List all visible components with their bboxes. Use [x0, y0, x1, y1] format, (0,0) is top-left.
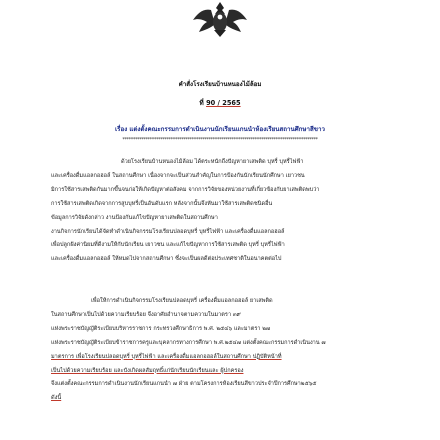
subject-text: แต่งตั้งคณะกรรมการดำเนินงานนักเรียนแกนนำห้องเรียนสถานศึกษาสีขาว	[129, 126, 325, 133]
paragraph-line: การใช้สารเสพติดเกิดจากการสูบบุหรี่เป็นอันดับแรก หลังจากนั้นจึงหันมาใช้สารเสพติดชนิดอื่น	[51, 200, 273, 207]
paragraph-1	[51, 156, 396, 267]
paragraph-line: งานกิจการนักเรียนได้จัดทำดำเนินกิจกรรมโรงเรียนปลอดบุหรี่ บุหรี่ไฟฟ้า และเครื่องดื่มแอลกอฮอล์	[51, 228, 285, 235]
paragraph-line: และเครื่องดื่มแอลกอฮอล์ ให้หมดไปจากสถานศึกษา ซึ่งจะเป็นผลดีต่อประเทศชาติในอนาคตต่อไป	[51, 256, 282, 263]
paragraph-line: ในสถานศึกษาเป็นไปด้วยความเรียบร้อย จึงอาศัยอำนาจตามความในมาตรา ๓๙	[51, 311, 241, 318]
paragraph-line: เป็นไปด้วยความเรียบร้อย และบังเกิดผลสัมฤทธิ์แก่นักเรียนนักเรียนและ ผู้ปกครอง	[51, 367, 244, 374]
order-number-line	[0, 97, 440, 108]
order-number: 90 / 2565	[206, 99, 241, 107]
paragraph-line: จึงแต่งตั้งคณะกรรมการดำเนินงานนักเรียนแกนนำ ๗ ฝ่าย ตามโครงการห้องเรียนสีขาวประจำปีการศึกษา๒๕๖๕	[51, 381, 317, 388]
paragraph-line: มิการใช้สารเสพติดกันมากขึ้นจนก่อให้เกิดปัญหาต่อสังคม จากการวิจัยของหน่วยงานที่เกี่ยวข้องกับยาเสพติดพบว่า	[51, 186, 320, 193]
paragraph-line: เพื่อปลูกฝังค่านิยมที่ดีงามให้กับนักเรียน เยาวชน และแก้ไขปัญหาการใช้สารเสพติด บุหรี่ บุหรี่ไฟฟ้า	[51, 242, 285, 249]
paragraph-line: แห่งพระราชบัญญัติระเบียบข้าราชการครูและบุคลากรทางการศึกษา พ.ศ.๒๕๔๗ แต่งตั้งคณะกรรมการดำเนินงาน ๗	[51, 339, 326, 346]
order-prefix: ที่	[199, 99, 204, 107]
paragraph-line: มาตรการ เพื่อโรงเรียนปลอดบุหรี่ บุหรี่ไฟฟ้า และเครื่องดื่มแอลกอฮอล์ในสถานศึกษา ปฏิบัติหน้าที่	[51, 353, 282, 360]
subject-line	[0, 124, 440, 134]
paragraph-line: ด้วยโรงเรียนบ้านหนองไม้ล้อม ได้ตระหนักถึงปัญหายาเสพติด บุหรี่ บุหรี่ไฟฟ้า	[121, 159, 304, 165]
document-title: คำสั่งโรงเรียนบ้านหนองไม้ล้อม	[178, 81, 262, 88]
divider-rule: *********************************************************************************************	[122, 137, 318, 143]
paragraph-line: แห่งพระราชบัญญัติระเบียบบริหารราชการ กระทรวงศึกษาธิการ พ.ศ. ๒๕๔๖ และมาตรา ๒๗	[51, 325, 271, 332]
paragraph-line: ข้อมูลการวิจัยดังกล่าว งานป้องกันแก้ไขปัญหายาเสพติดในสถานศึกษา	[51, 214, 218, 221]
subject-label: เรื่อง	[115, 126, 128, 133]
paragraph-line: และเครื่องดื่มแอลกอฮอล์ ในสถานศึกษา เนื่องจากจะเป็นส่วนสำคัญในการป้องกันนักเรียนนักศึกษา เยาวชน	[51, 172, 305, 179]
paragraph-line: ดังนี้	[51, 395, 62, 402]
garuda-emblem-icon	[191, 0, 249, 38]
paragraph-line: เพื่อให้การดำเนินกิจกรรมโรงเรียนปลอดบุหรี่ เครื่องดื่มแอลกอฮอล์ ยาเสพติด	[91, 298, 273, 304]
paragraph-2	[51, 295, 396, 406]
